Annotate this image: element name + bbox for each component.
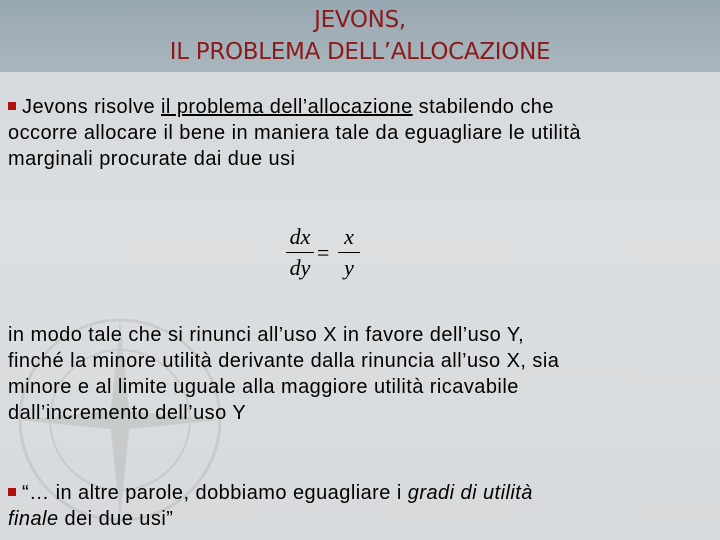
p3-italic-2: finale bbox=[8, 508, 59, 530]
paragraph-1-line-3: marginali procurate dai due usi bbox=[8, 148, 296, 170]
title-line-2: IL PROBLEMA DELL’ALLOCAZIONE bbox=[169, 39, 551, 65]
fraction-right-bar bbox=[338, 252, 360, 253]
paragraph-2-line-2: finché la minore utilità derivante dalla rinuncia all’uso X, sia bbox=[8, 350, 560, 372]
bullet-icon bbox=[8, 488, 16, 496]
fraction-left-bar bbox=[286, 252, 314, 253]
fraction-left bbox=[286, 224, 314, 281]
paragraph-3-line-1 bbox=[8, 480, 708, 506]
fraction-right-numerator: x bbox=[344, 224, 354, 249]
p3-prefix: “… in altre parole, dobbiamo eguagliare i bbox=[22, 482, 408, 504]
p1-underlined: il problema dell’allocazione bbox=[161, 96, 413, 118]
equals-sign: = bbox=[317, 240, 330, 265]
bullet-icon bbox=[8, 102, 16, 110]
fraction-right-denominator: y bbox=[344, 255, 354, 280]
p3-italic-1: gradi di utilità bbox=[407, 482, 533, 504]
title-line-1: JEVONS, bbox=[314, 7, 406, 33]
paragraph-1 bbox=[8, 94, 708, 172]
paragraph-2-line-1: in modo tale che si rinunci all’uso X in favore dell’uso Y, bbox=[8, 324, 525, 346]
paragraph-3-line-2 bbox=[8, 506, 708, 532]
paragraph-3 bbox=[8, 480, 708, 532]
paragraph-1-line-1 bbox=[8, 94, 708, 120]
fraction-right bbox=[338, 224, 360, 281]
paragraph-2-line-3: minore e al limite uguale alla maggiore utilità ricavabile bbox=[8, 376, 519, 398]
paragraph-2 bbox=[8, 322, 708, 426]
formula bbox=[286, 224, 366, 288]
fraction-left-numerator: dx bbox=[289, 224, 311, 249]
p3-suffix: dei due usi” bbox=[58, 508, 174, 530]
slide-title bbox=[0, 4, 720, 68]
fraction-left-denominator: dy bbox=[289, 255, 311, 280]
p1-suffix: stabilendo che bbox=[412, 96, 554, 118]
paragraph-2-line-4: dall’incremento dell’uso Y bbox=[8, 402, 247, 424]
paragraph-1-line-2: occorre allocare il bene in maniera tale da eguagliare le utilità bbox=[8, 122, 581, 144]
p1-prefix: Jevons risolve bbox=[22, 96, 162, 118]
